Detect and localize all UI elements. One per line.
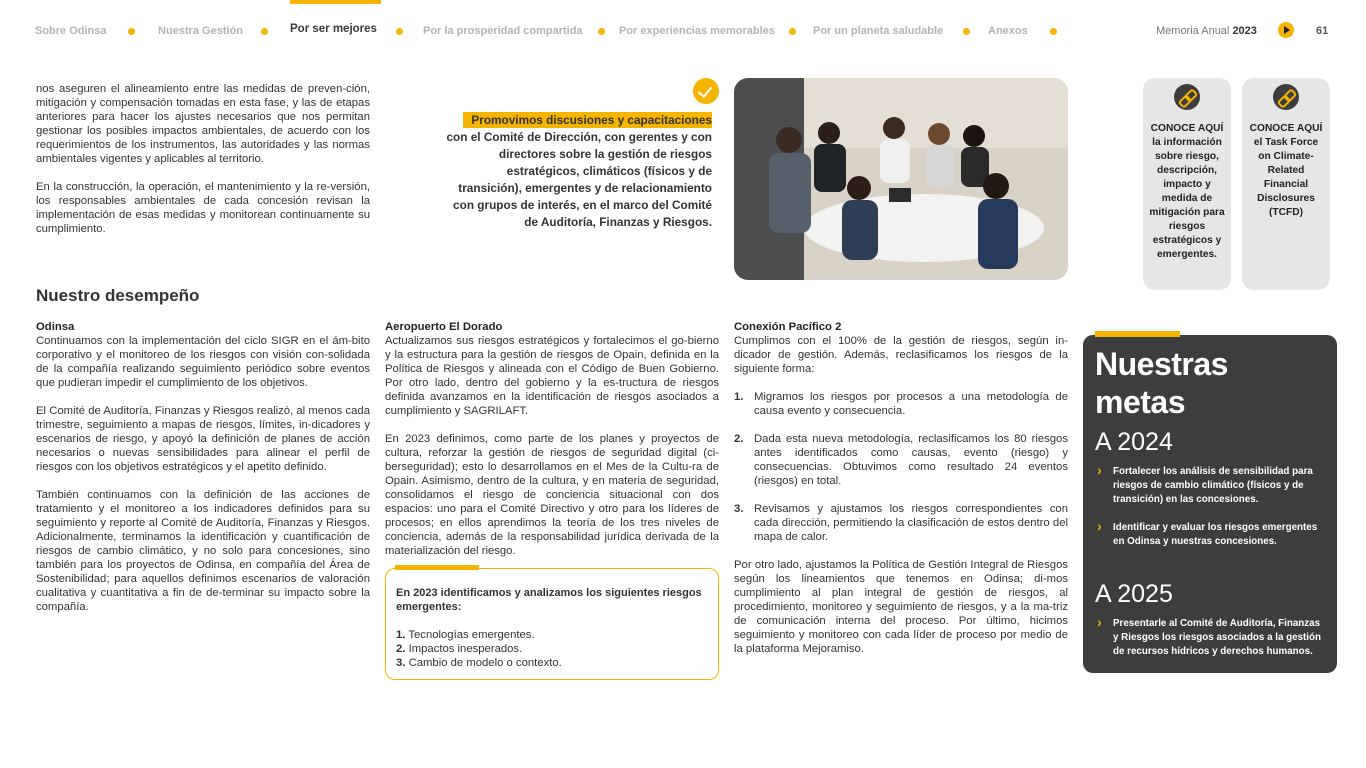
- risk-box-accent: [395, 565, 479, 570]
- card-text: la información sobre riesgo, descripción, impacto y medida de mitigación para riesgos estratégicos y emergentes.: [1149, 137, 1225, 260]
- report-year: 2023: [1232, 25, 1257, 37]
- nav-item-planeta-saludable[interactable]: Por un planeta saludable: [813, 25, 944, 37]
- list-text: Tecnologías emergentes.: [408, 629, 535, 641]
- nav-separator-dot: [396, 28, 403, 35]
- emergent-risks-box: [385, 568, 719, 680]
- card-text: el Task Force on Climate-Related Financial Disclosures (TCFD): [1253, 137, 1319, 218]
- intro-paragraph: nos aseguren el alineamiento entre las medidas de preven-ción, mitigación y compensación tomadas en esta fase, y las de etapas anteriores para hacer los ajustes necesarios que nos permitan gestionar los posibles impactos ambientales, de acuerdo con los requerimientos de los instrumentos, las autoridades y las normas ambientales vigentes y aplicables al territorio.: [36, 83, 370, 165]
- card-title: CONOCE AQUÍ: [1150, 123, 1224, 134]
- nav-item-por-ser-mejores[interactable]: Por ser mejores: [290, 23, 377, 35]
- nav-separator-dot: [789, 28, 796, 35]
- goal-item: › Presentarle al Comité de Auditoría, Finanzas y Riesgos los riesgos asociados a la gestión de recursos hídricos y derechos humanos.: [1095, 617, 1325, 659]
- list-item: [734, 390, 1068, 418]
- quote-text: con el Comité de Dirección, con gerentes y con directores sobre la gestión de riesgos estratégicos, climáticos (físicos y de transición), emergentes y de relacionamiento con grupos de interés, en el marco del Comité de Auditoría, Finanzas y Riesgos.: [446, 130, 712, 229]
- check-icon: [693, 78, 719, 104]
- list-number: 2.: [734, 433, 744, 445]
- list-number: 2.: [396, 643, 406, 655]
- link-icon: [1174, 84, 1200, 110]
- goals-title: Nuestras metas: [1095, 346, 1228, 420]
- goals-panel: [1083, 335, 1337, 673]
- numbered-list: [734, 390, 1068, 544]
- list-item: [396, 642, 708, 656]
- column-paragraph: En 2023 definimos, como parte de los planes y proyectos de cultura, reforzar la gestión de riesgos de seguridad digital (ci-berseguridad); esto lo desarrollamos en el Mes de la Cultu-ra de Opain. Asimismo, dentro de la cultura, y en materia de seguridad, consolidamos el riesgo de conciencia situacional con dos espacios: uno para el Comité Directivo y otro para los líderes de procesos; en ellos aprendimos la teoría de los tres niveles de conciencia, además de la responsabilidad jurídica derivada de la materialización del riesgo.: [385, 433, 719, 557]
- list-text: Impactos inesperados.: [408, 643, 523, 655]
- goals-accent: [1095, 331, 1180, 337]
- goals-list: [1095, 465, 1325, 549]
- meeting-photo: [734, 78, 1068, 280]
- list-item: [396, 656, 708, 670]
- column-odinsa: [36, 320, 370, 614]
- list-text: Migramos los riesgos por procesos a una metodología de causa evento y consecuencia.: [754, 391, 1068, 417]
- risk-intro: En 2023 identificamos y analizamos los siguientes riesgos emergentes:: [396, 587, 702, 613]
- intro-text: [36, 82, 370, 236]
- nav-item-anexos[interactable]: Anexos: [988, 25, 1028, 37]
- list-number: 3.: [734, 503, 744, 515]
- list-item: [734, 432, 1068, 488]
- list-text: Revisamos y ajustamos los riesgos correspondientes con cada dirección, permitiendo la clasificación de estos dentro del mapa de calor.: [754, 503, 1068, 543]
- column-paragraph: Continuamos con la implementación del ciclo SIGR en el ám-bito corporativo y el monitoreo de los riesgos con visión con-solidada de la compañía realizando seguimiento periódico sobre eventos que pudieran impedir el cumplimiento de los objetivos.: [36, 335, 370, 389]
- intro-paragraph: En la construcción, la operación, el mantenimiento y la re-versión, los responsables ambientales de cada concesión revisan la implementación de esas medidas y monitorean continuamente su cumplimiento.: [36, 181, 370, 235]
- goal-item: › Fortalecer los análisis de sensibilidad para riesgos de cambio climático (físicos y de transición) en las concesiones.: [1095, 465, 1325, 507]
- nav-item-prosperidad-compartida[interactable]: Por la prosperidad compartida: [423, 25, 583, 37]
- highlight-quote: [442, 112, 712, 231]
- link-card-risk-info[interactable]: [1143, 78, 1231, 290]
- column-paragraph: El Comité de Auditoría, Finanzas y Riesgos realizó, al menos cada trimestre, seguimiento a mapas de riesgos, límites, in-dicadores y escenarios de riesgo, y apoyó la definición de planes de acción necesarios o nuevas sensibilidades para alinear el perfil de riesgos con los objetivos estratégicos y el apetito definido.: [36, 405, 370, 473]
- goals-year: A 2024: [1095, 428, 1173, 456]
- list-number: 1.: [396, 629, 406, 641]
- column-heading: Conexión Pacífico 2: [734, 321, 842, 333]
- list-text: Dada esta nueva metodología, reclasificamos los 80 riesgos antes identificados como causas, evento (riesgo) y consecuencias. Obtuvimos como resultado 24 eventos (riesgos) en total.: [754, 433, 1068, 487]
- nav-separator-dot: [128, 28, 135, 35]
- report-title: [1156, 25, 1257, 37]
- column-paragraph: Cumplimos con el 100% de la gestión de riesgos, según in-dicador de gestión. Además, reclasificamos los riesgos de la siguiente forma:: [734, 335, 1068, 375]
- list-item: [734, 502, 1068, 544]
- column-paragraph: Actualizamos sus riesgos estratégicos y fortalecimos el go-bierno y la estructura para la gestión de riesgos de Opain, definida en la Política de Riesgos y alineada con el Código de Buen Gobierno. Por otro lado, dentro del gobierno y la es-tructura de riesgos definida avanzamos en la identificación de riesgos asociados a cumplimiento y SAGRILAFT.: [385, 335, 719, 417]
- report-prefix: Memoria Anual: [1156, 25, 1230, 37]
- nav-item-sobre-odinsa[interactable]: Sobre Odinsa: [35, 25, 107, 37]
- nav-separator-dot: [598, 28, 605, 35]
- column-heading: Odinsa: [36, 321, 75, 333]
- meeting-illustration: [734, 78, 1068, 280]
- link-card-tcfd[interactable]: [1242, 78, 1330, 290]
- active-tab-indicator: [290, 0, 381, 4]
- goals-year: A 2025: [1095, 580, 1173, 608]
- card-title: CONOCE AQUÍ: [1249, 123, 1323, 134]
- list-text: Cambio de modelo o contexto.: [408, 657, 562, 669]
- goal-item: › Identificar y evaluar los riesgos emergentes en Odinsa y nuestras concesiones.: [1095, 521, 1325, 549]
- top-navigation: [0, 0, 1366, 62]
- nav-item-experiencias-memorables[interactable]: Por experiencias memorables: [619, 25, 775, 37]
- column-conexion-pacifico: [734, 320, 1068, 656]
- column-aeropuerto: [385, 320, 719, 558]
- column-paragraph: Por otro lado, ajustamos la Política de Gestión Integral de Riesgos según los lineamientos que tenemos en Odinsa; di-mos cumplimiento al plan integral de gestión de riesgos, al procedimiento, monitoreo y seguimiento de riesgos, y a la ma-triz de comunicación interna del proceso. Por último, hicimos seguimiento y monitoreo con cada líder de proceso por medio de la plataforma Mejoramiso.: [734, 559, 1068, 655]
- quote-highlight: Promovimos discusiones y capacitaciones: [463, 112, 712, 128]
- goals-list: [1095, 617, 1325, 659]
- nav-separator-dot: [261, 28, 268, 35]
- link-icon: [1273, 84, 1299, 110]
- nav-item-nuestra-gestion[interactable]: Nuestra Gestión: [158, 25, 243, 37]
- section-title: Nuestro desempeño: [36, 286, 200, 305]
- list-item: [396, 628, 708, 642]
- list-number: 3.: [396, 657, 406, 669]
- column-paragraph: También continuamos con la definición de las acciones de tratamiento y el monitoreo a los indicadores definidos para su seguimiento y reporte al Comité de Auditoría, Finanzas y Riesgos. Adicionalmente, terminamos la identificación y cuantificación de riesgos de cambio climático, y no solo para concesiones, sino también para los proyectos de Odinsa, en compañía del Área de Sostenibilidad; para aquellos definimos escenarios de valoración cualitativa y cuantitativa a fin de de-terminar su impacto sobre la compañía.: [36, 489, 370, 613]
- column-heading: Aeropuerto El Dorado: [385, 321, 503, 333]
- play-icon[interactable]: [1278, 22, 1294, 38]
- page-number: 61: [1316, 25, 1329, 37]
- nav-separator-dot: [963, 28, 970, 35]
- nav-separator-dot: [1050, 28, 1057, 35]
- list-number: 1.: [734, 391, 744, 403]
- risk-list: [396, 628, 708, 670]
